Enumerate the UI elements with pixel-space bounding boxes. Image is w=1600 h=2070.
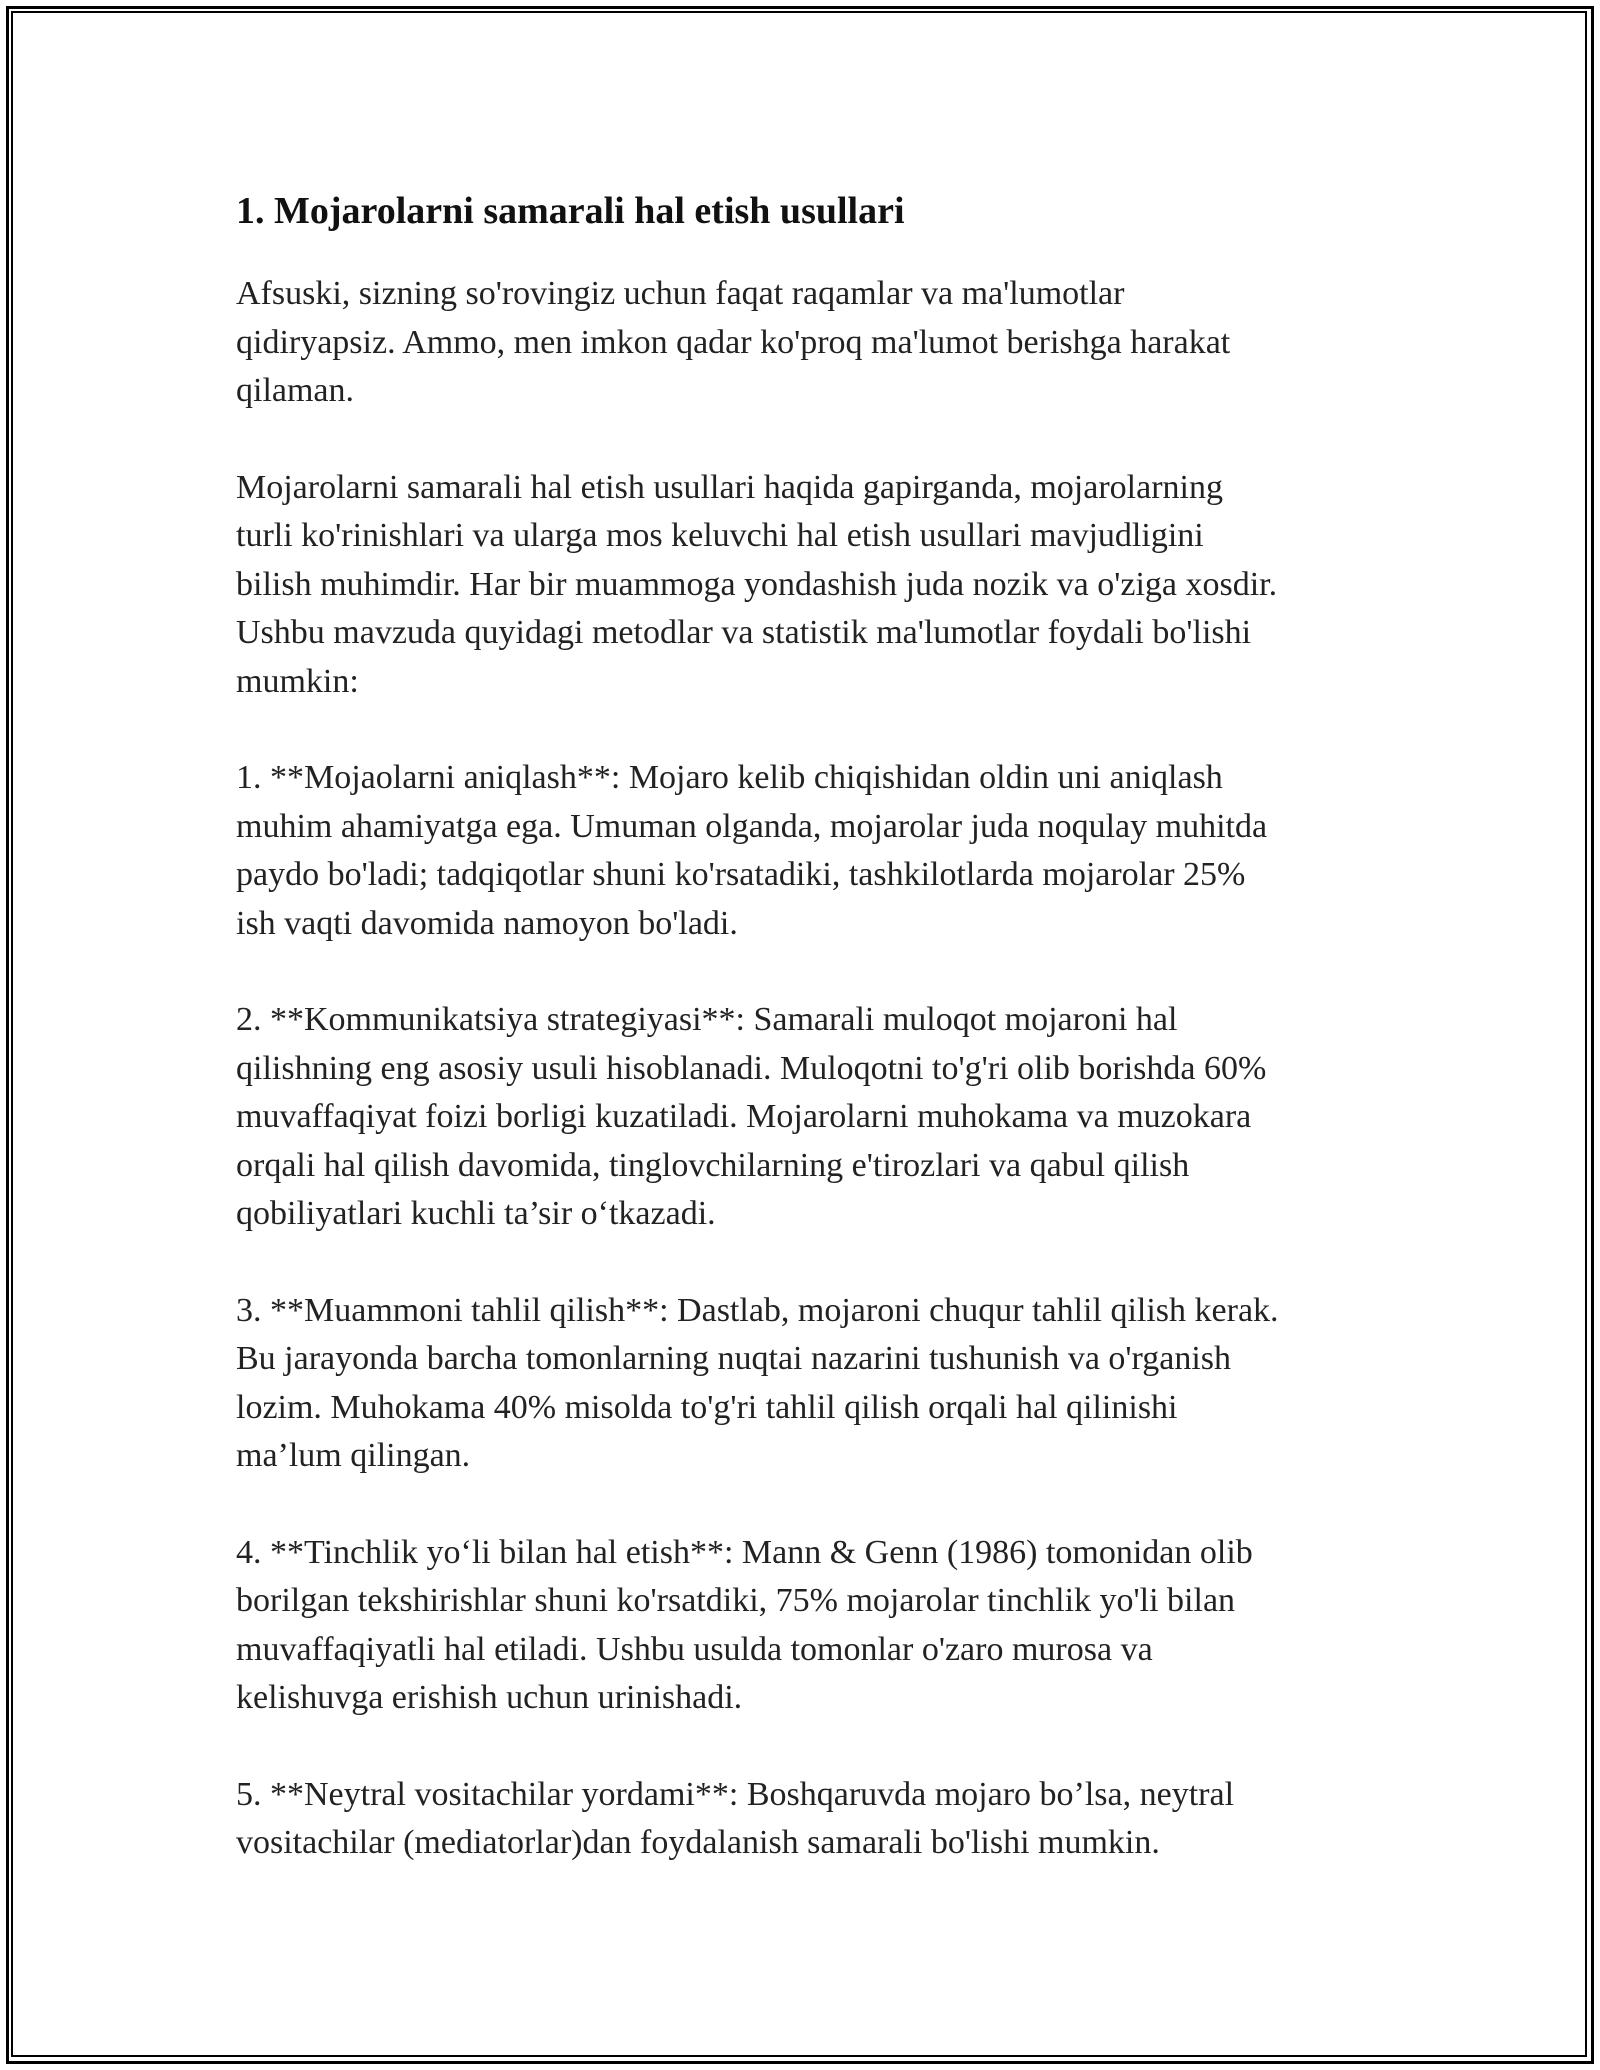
document-body <box>236 186 1366 1916</box>
list-item-analysis: 3. **Muammoni tahlil qilish**: Dastlab, mojaroni chuqur tahlil qilish kerak. Bu jarayonda barcha tomonlarning nuqtai nazarini tushunish va o'rganish lozim. Muhokama 40% misolda to'g'ri tahlil qilish orqali hal qilinishi ma’lum qilingan. <box>236 1291 1279 1474</box>
list-item-peaceful-resolution: 4. **Tinchlik yo‘li bilan hal etish**: Mann & Genn (1986) tomonidan olib borilgan tekshirishlar shuni ko'rsatdiki, 75% mojarolar tinchlik yo'li bilan muvaffaqiyatli hal etiladi. Ushbu usulda tomonlar o'zaro murosa va kelishuvga erishish uchun urinishadi. <box>236 1533 1253 1716</box>
list-item-mediators: 5. **Neytral vositachilar yordami**: Boshqaruvda mojaro bo’lsa, neytral vositachilar (mediatorlar)dan foydalanish samarali bo'lishi mumkin. <box>236 1775 1235 1861</box>
intro-paragraph: Afsuski, sizning so'rovingiz uchun faqat raqamlar va ma'lumotlar qidiryapsiz. Ammo, men imkon qadar ko'proq ma'lumot berishga harakat qilaman. <box>236 275 1231 409</box>
list-item-identification: 1. **Mojaolarni aniqlash**: Mojaro kelib chiqishidan oldin uni aniqlash muhim ahamiyatga ega. Umuman olganda, mojarolar juda noqulay muhitda paydo bo'ladi; tadqiqotlar shuni ko'rsatadiki, tashkilotlarda mojarolar 25% ish vaqti davomida namoyon bo'ladi. <box>236 759 1268 942</box>
page-title: 1. Mojarolarni samarali hal etish usullari <box>236 190 905 232</box>
list-item-communication: 2. **Kommunikatsiya strategiyasi**: Samarali muloqot mojaroni hal qilishning eng asosiy usuli hisoblanadi. Muloqotni to'g'ri olib borishda 60% muvaffaqiyat foizi borligi kuzatiladi. Mojarolarni muhokama va muzokara orqali hal qilish davomida, tinglovchilarning e'tirozlari va qabul qilish qobiliyatlari kuchli ta’sir o‘tkazadi. <box>236 1001 1267 1232</box>
context-paragraph: Mojarolarni samarali hal etish usullari haqida gapirganda, mojarolarning turli ko'rinishlari va ularga mos keluvchi hal etish usullari mavjudligini bilish muhimdir. Har bir muammoga yondashish juda nozik va o'ziga xosdir. Ushbu mavzuda quyidagi metodlar va statistik ma'lumotlar foydali bo'lishi mumkin: <box>236 468 1278 700</box>
